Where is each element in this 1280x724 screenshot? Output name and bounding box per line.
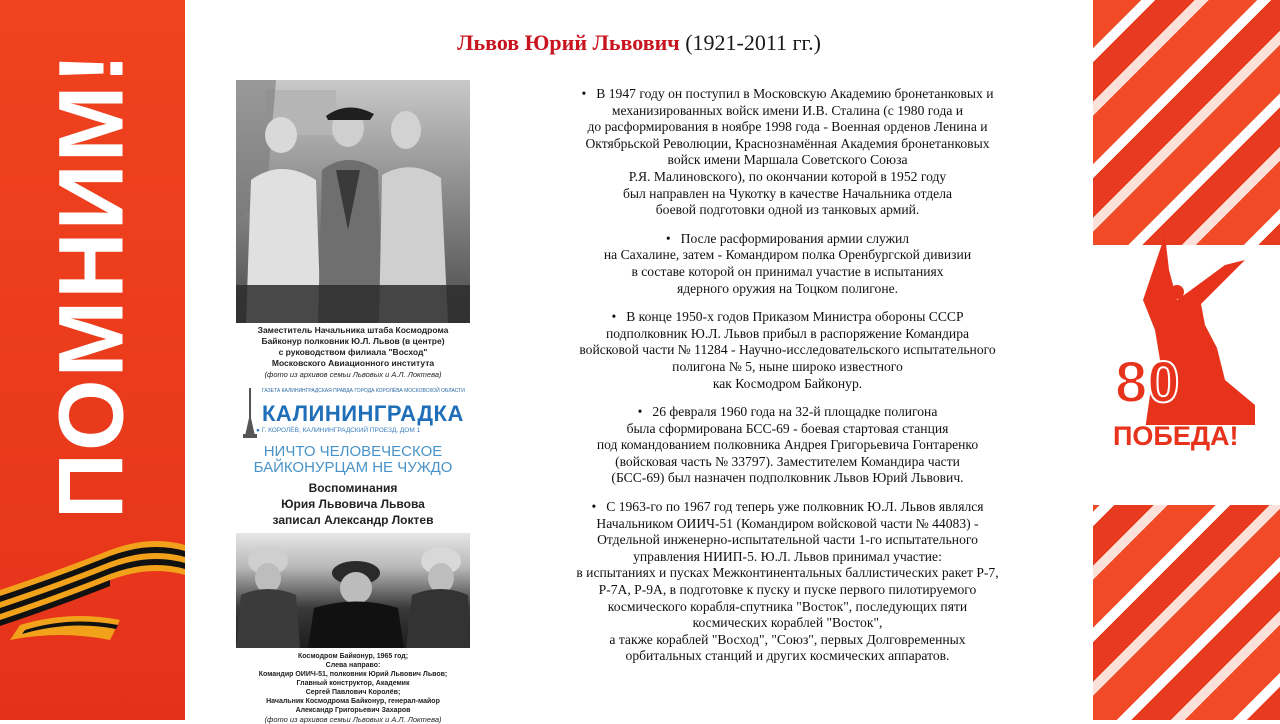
bio-line: в испытаниях и пусках Межконтинентальных баллистических ракет Р-7, xyxy=(576,565,999,581)
bio-line: С 1963-го по 1967 год теперь уже полковник Ю.Л. Львов являлся xyxy=(606,499,984,515)
newspaper-masthead: ГАЗЕТА КАЛИНИНГРАДСКАЯ ПРАВДА ГОРОДА КОРОЛЁВА МОСКОВСКОЙ ОБЛАСТИ xyxy=(262,388,465,394)
left-banner xyxy=(0,0,185,720)
newspaper-address-text: Г. КОРОЛЁВ, КАЛИНИНГРАДСКИЙ ПРОЕЗД, ДОМ 1 xyxy=(261,427,421,434)
bio-line: Начальником ОИИЧ-51 (Командиром войсковой части № 44083) - xyxy=(596,515,979,531)
emblem-number: 80 xyxy=(1115,350,1180,415)
bio-line: механизированных войск имени И.В. Сталина (с 1980 года и xyxy=(611,102,964,118)
bio-line: боевой подготовки одной из танковых армий. xyxy=(655,202,920,218)
newspaper-address xyxy=(256,427,470,434)
emblem-word: ПОБЕДА! xyxy=(1113,421,1239,451)
photo-figures-icon xyxy=(236,533,470,648)
bullet-icon: • xyxy=(665,230,671,246)
memo-line: Воспоминания xyxy=(308,481,398,495)
bullet-icon: • xyxy=(611,309,617,325)
bio-line: войсковой части № 11284 - Научно-исследовательского испытательного xyxy=(579,342,996,358)
bio-line: космических кораблей "Восток", xyxy=(692,615,883,631)
bio-line: а также кораблей "Восход", "Союз", первых Долговременных xyxy=(609,631,966,647)
bio-line: 26 февраля 1960 года на 32-й площадке полигона xyxy=(652,404,938,420)
photo2-caption-line: Начальник Космодрома Байконур, генерал-майор xyxy=(266,698,440,705)
photo2-caption-line: Космодром Байконур, 1965 год; xyxy=(297,653,409,660)
bio-line: под командованием полковника Андрея Григорьевича Гонтаренко xyxy=(596,437,979,453)
bio-line: войск имени Маршала Советского Союза xyxy=(667,152,908,168)
photo-baikonur-1965 xyxy=(236,533,470,648)
bio-paragraph xyxy=(535,309,1040,392)
bio-paragraph xyxy=(535,86,1040,219)
photo2-caption-line: Командир ОИИЧ-51, полковник Юрий Львович Львов; xyxy=(258,671,448,678)
bio-paragraph xyxy=(535,404,1040,487)
bio-line: В 1947 году он поступил в Московскую Академию бронетанковых и xyxy=(596,86,994,101)
photo-figures-icon xyxy=(236,80,470,323)
photo1-source: (фото из архивов семьи Львовых и А.Л. Локтева) xyxy=(264,370,442,379)
bio-paragraph xyxy=(535,231,1040,297)
bio-line: до расформирования в ноябре 1998 года - Военная орденов Ленина и xyxy=(587,119,988,135)
memo-line: Юрия Львовича Львова xyxy=(281,497,425,511)
bio-line: полигона № 5, ныне широко известного xyxy=(672,358,903,374)
photo2-caption-line: Главный конструктор, Академик xyxy=(296,680,410,687)
biography-text xyxy=(535,86,1040,677)
victory-80-emblem-icon xyxy=(1105,230,1270,460)
bio-line: После расформирования армии служил xyxy=(680,230,910,246)
photo-three-men xyxy=(236,80,470,323)
bio-line: был направлен на Чукотку в качестве Начальника отдела xyxy=(622,185,953,201)
photo2-caption-line: Александр Григорьевич Захаров xyxy=(295,707,411,714)
st-george-ribbon-icon xyxy=(0,530,185,640)
page-title xyxy=(185,30,1093,56)
photo1-caption xyxy=(236,325,470,380)
bullet-icon: • xyxy=(637,404,643,420)
photo1-caption-line: Байконур полковник Ю.Л. Львов (в центре) xyxy=(261,336,445,346)
photo1-caption-line: с руководством филиала "Восход" xyxy=(278,347,428,357)
left-banner-title: ПОМНИМ! xyxy=(40,50,143,520)
right-banner xyxy=(1093,0,1280,720)
bio-line: орбитальных станций и других космических аппаратов. xyxy=(625,648,950,664)
bio-line: в составе которой он принимал участие в испытаниях xyxy=(631,263,944,279)
photo1-caption-line: Заместитель Начальника штаба Космодрома xyxy=(257,325,449,335)
bio-line: на Сахалине, затем - Командиром полка Оренбургской дивизии xyxy=(603,247,972,263)
photo2-caption-line: Слева направо: xyxy=(325,662,381,669)
bio-line: В конце 1950-х годов Приказом Министра обороны СССР xyxy=(626,309,964,325)
photo2-caption-line: Сергей Павлович Королёв; xyxy=(305,689,401,696)
bio-line: (БСС-69) был назначен подполковник Львов Юрий Львович. xyxy=(611,470,964,486)
bio-line: Р.Я. Малиновского), по окончании которой в 1952 году xyxy=(628,168,947,184)
bio-line: как Космодром Байконур. xyxy=(712,375,863,391)
bio-line: подполковник Ю.Л. Львов прибыл в распоряжение Командира xyxy=(605,325,970,341)
person-name: Львов Юрий Львович xyxy=(457,30,680,55)
bio-line: (войсковая часть № 33797). Заместителем Командира части xyxy=(615,453,960,469)
bio-line: Отдельной инженерно-испытательной части 1-го испытательного xyxy=(597,532,978,548)
bio-line: была сформирована БСС-69 - боевая стартовая станция xyxy=(626,420,949,436)
photo2-source: (фото из архивов семьи Львовых и А.Л. Локтева) xyxy=(264,715,442,724)
bio-line: космического корабля-спутника "Восток", последующих пяти xyxy=(607,598,968,614)
bio-line: ядерного оружия на Тоцком полигоне. xyxy=(676,280,899,296)
photo2-caption xyxy=(236,652,470,724)
location-pin-icon: ● xyxy=(256,427,260,434)
newspaper-headline xyxy=(236,444,470,476)
bullet-icon: • xyxy=(591,499,597,515)
person-years: (1921-2011 гг.) xyxy=(679,30,821,55)
headline-line: НИЧТО ЧЕЛОВЕЧЕСКОЕ xyxy=(263,443,443,460)
headline-line: БАЙКОНУРЦАМ НЕ ЧУЖДО xyxy=(253,459,453,476)
photo1-caption-line: Московского Авиационного института xyxy=(271,358,435,368)
bio-paragraph xyxy=(535,499,1040,665)
bio-line: Октябрьской Революции, Краснознамённая Академия бронетанковых xyxy=(585,135,990,151)
newspaper-clipping xyxy=(236,388,470,528)
bio-line: Р-7А, Р-9А, в подготовке к пуску и пуске первого пилотируемого xyxy=(598,582,977,598)
bullet-icon: • xyxy=(581,86,587,101)
memo-line: записал Александр Локтев xyxy=(272,513,434,527)
bio-line: управления НИИП-5. Ю.Л. Львов принимал участие: xyxy=(633,548,942,564)
newspaper-memo xyxy=(236,480,470,528)
newspaper-brand: КАЛИНИНГРАДКА xyxy=(262,401,464,426)
